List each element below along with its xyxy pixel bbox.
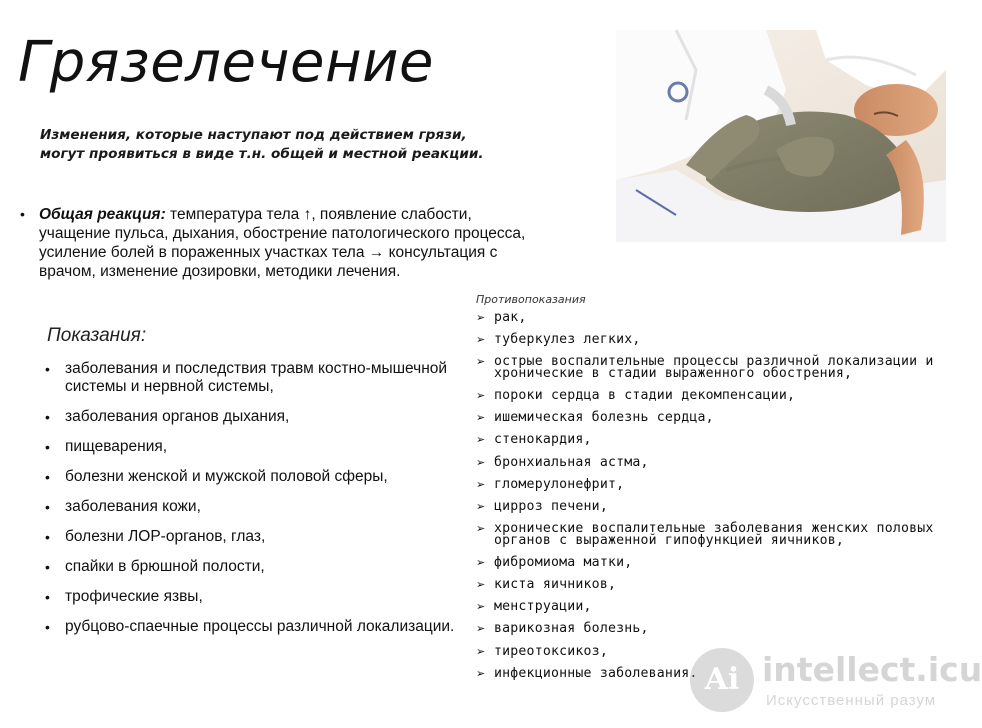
indication-text: рубцово-спаечные процессы различной локализации.: [65, 618, 455, 635]
contraindication-text: стенокардия,: [494, 432, 592, 448]
general-text-part-2: , появление слабости, учащение пульса, дыхания, обострение патологического процесса, усиление болей в пораженных участках тела: [39, 206, 526, 261]
bullet-dot: •: [45, 619, 50, 635]
contraindication-item: [476, 623, 936, 635]
contraindication-text: туберкулез легких,: [494, 332, 641, 348]
contraindications-list: [476, 312, 936, 690]
contraindication-text: киста яичников,: [494, 577, 617, 593]
bullet-dot: •: [20, 206, 25, 222]
indication-item: [42, 588, 462, 606]
chevron-bullet-icon: ➢: [476, 333, 486, 347]
contraindication-item: [476, 434, 936, 446]
chevron-bullet-icon: ➢: [476, 522, 486, 536]
contraindication-text: инфекционные заболевания.: [494, 665, 698, 681]
watermark-subtitle: Искусственный разум: [766, 692, 937, 709]
contraindication-text: фибромиома матки,: [494, 554, 633, 570]
slide-title: Грязелечение: [18, 30, 434, 95]
contraindication-text: цирроз печени,: [494, 499, 608, 514]
bullet-dot: •: [45, 499, 50, 515]
chevron-bullet-icon: ➢: [476, 600, 486, 614]
bullet-dot: •: [45, 529, 50, 545]
chevron-bullet-icon: ➢: [476, 389, 486, 403]
general-text-part-1: температура тела: [165, 206, 304, 223]
contraindication-text: хронические воспалительные заболевания женских половых органов с выраженной гипофункцией яичников,: [494, 521, 934, 548]
chevron-bullet-icon: ➢: [476, 500, 486, 513]
up-arrow-icon: ↑: [303, 206, 312, 223]
bullet-dot: •: [45, 409, 50, 425]
indication-text: заболевания кожи,: [65, 498, 201, 515]
indication-item: [42, 408, 462, 426]
bullet-dot: •: [45, 559, 50, 575]
contraindication-text: ишемическая болезнь сердца,: [494, 410, 714, 426]
watermark-logo-icon: Ai: [690, 648, 754, 712]
contraindication-text: острые воспалительные процессы различной локализации и хронические в стадии выраженного обострения,: [494, 354, 934, 381]
chevron-bullet-icon: ➢: [476, 455, 486, 469]
chevron-bullet-icon: ➢: [476, 433, 486, 447]
contraindication-text: тиреотоксикоз,: [494, 643, 608, 659]
indication-item: [42, 498, 462, 516]
indication-text: болезни ЛОР-органов, глаз,: [65, 528, 266, 545]
contraindication-item: [476, 412, 936, 424]
indication-item: [42, 558, 462, 576]
contraindication-item: [476, 601, 936, 613]
watermark-name: intellect.icu: [762, 650, 982, 689]
indication-item: [42, 360, 462, 396]
intro-line-1: Изменения, которые наступают под действием грязи,: [40, 127, 467, 143]
chevron-bullet-icon: ➢: [476, 644, 486, 658]
indication-item: [42, 618, 462, 636]
mud-therapy-photo: [616, 30, 946, 242]
indication-text: заболевания органов дыхания,: [65, 408, 290, 425]
right-arrow-icon: →: [368, 244, 385, 261]
chevron-bullet-icon: ➢: [476, 666, 486, 680]
contraindication-item: [476, 476, 936, 492]
chevron-bullet-icon: ➢: [476, 355, 486, 369]
indication-text: трофические язвы,: [65, 588, 203, 605]
general-text-part-3: консультация с врачом, изменение дозировки, методики лечения.: [39, 244, 498, 280]
indications-list: [42, 360, 462, 648]
indications-title: Показания:: [47, 325, 147, 346]
contraindication-item: [476, 334, 936, 346]
contraindication-item: [476, 454, 936, 470]
contraindication-text: гломерулонефрит,: [494, 476, 625, 492]
indication-item: [42, 468, 462, 486]
bullet-dot: •: [45, 469, 50, 485]
indication-text: спайки в брюшной полости,: [65, 558, 265, 575]
mud-therapy-photo-icon: [616, 30, 946, 242]
chevron-bullet-icon: ➢: [476, 311, 486, 324]
contraindication-item: [476, 390, 936, 402]
contraindication-text: бронхиальная астма,: [494, 454, 649, 470]
contraindication-text: пороки сердца в стадии декомпенсации,: [494, 388, 796, 404]
indication-text: болезни женской и мужской половой сферы,: [65, 468, 388, 485]
contraindication-item: [476, 523, 936, 546]
contraindication-item: [476, 579, 936, 591]
contraindication-text: менструации,: [494, 599, 592, 615]
contraindications-title: Противопоказания: [476, 293, 586, 306]
indication-item: [42, 528, 462, 546]
chevron-bullet-icon: ➢: [476, 578, 486, 592]
intro-line-2: могут проявиться в виде т.н. общей и местной реакции.: [40, 146, 484, 162]
chevron-bullet-icon: ➢: [476, 555, 486, 569]
contraindication-item: [476, 356, 936, 379]
indication-text: заболевания и последствия травм костно-мышечной системы и нервной системы,: [65, 360, 448, 395]
chevron-bullet-icon: ➢: [476, 411, 486, 425]
watermark: [690, 648, 982, 718]
chevron-bullet-icon: ➢: [476, 622, 486, 636]
indication-text: пищеварения,: [65, 438, 168, 455]
contraindication-text: варикозная болезнь,: [494, 621, 649, 637]
contraindication-item: [476, 554, 936, 570]
contraindication-item: [476, 312, 936, 324]
intro-text: [40, 126, 580, 164]
indication-item: [42, 438, 462, 456]
chevron-bullet-icon: ➢: [476, 477, 486, 491]
bullet-dot: •: [45, 439, 50, 455]
general-reaction-paragraph: [20, 205, 540, 281]
contraindication-item: [476, 501, 936, 513]
bullet-dot: •: [45, 589, 50, 605]
contraindication-text: рак,: [494, 310, 527, 325]
general-reaction-label: Общая реакция:: [39, 206, 166, 223]
general-reaction-text: [39, 205, 540, 281]
bullet-dot: •: [45, 361, 50, 377]
